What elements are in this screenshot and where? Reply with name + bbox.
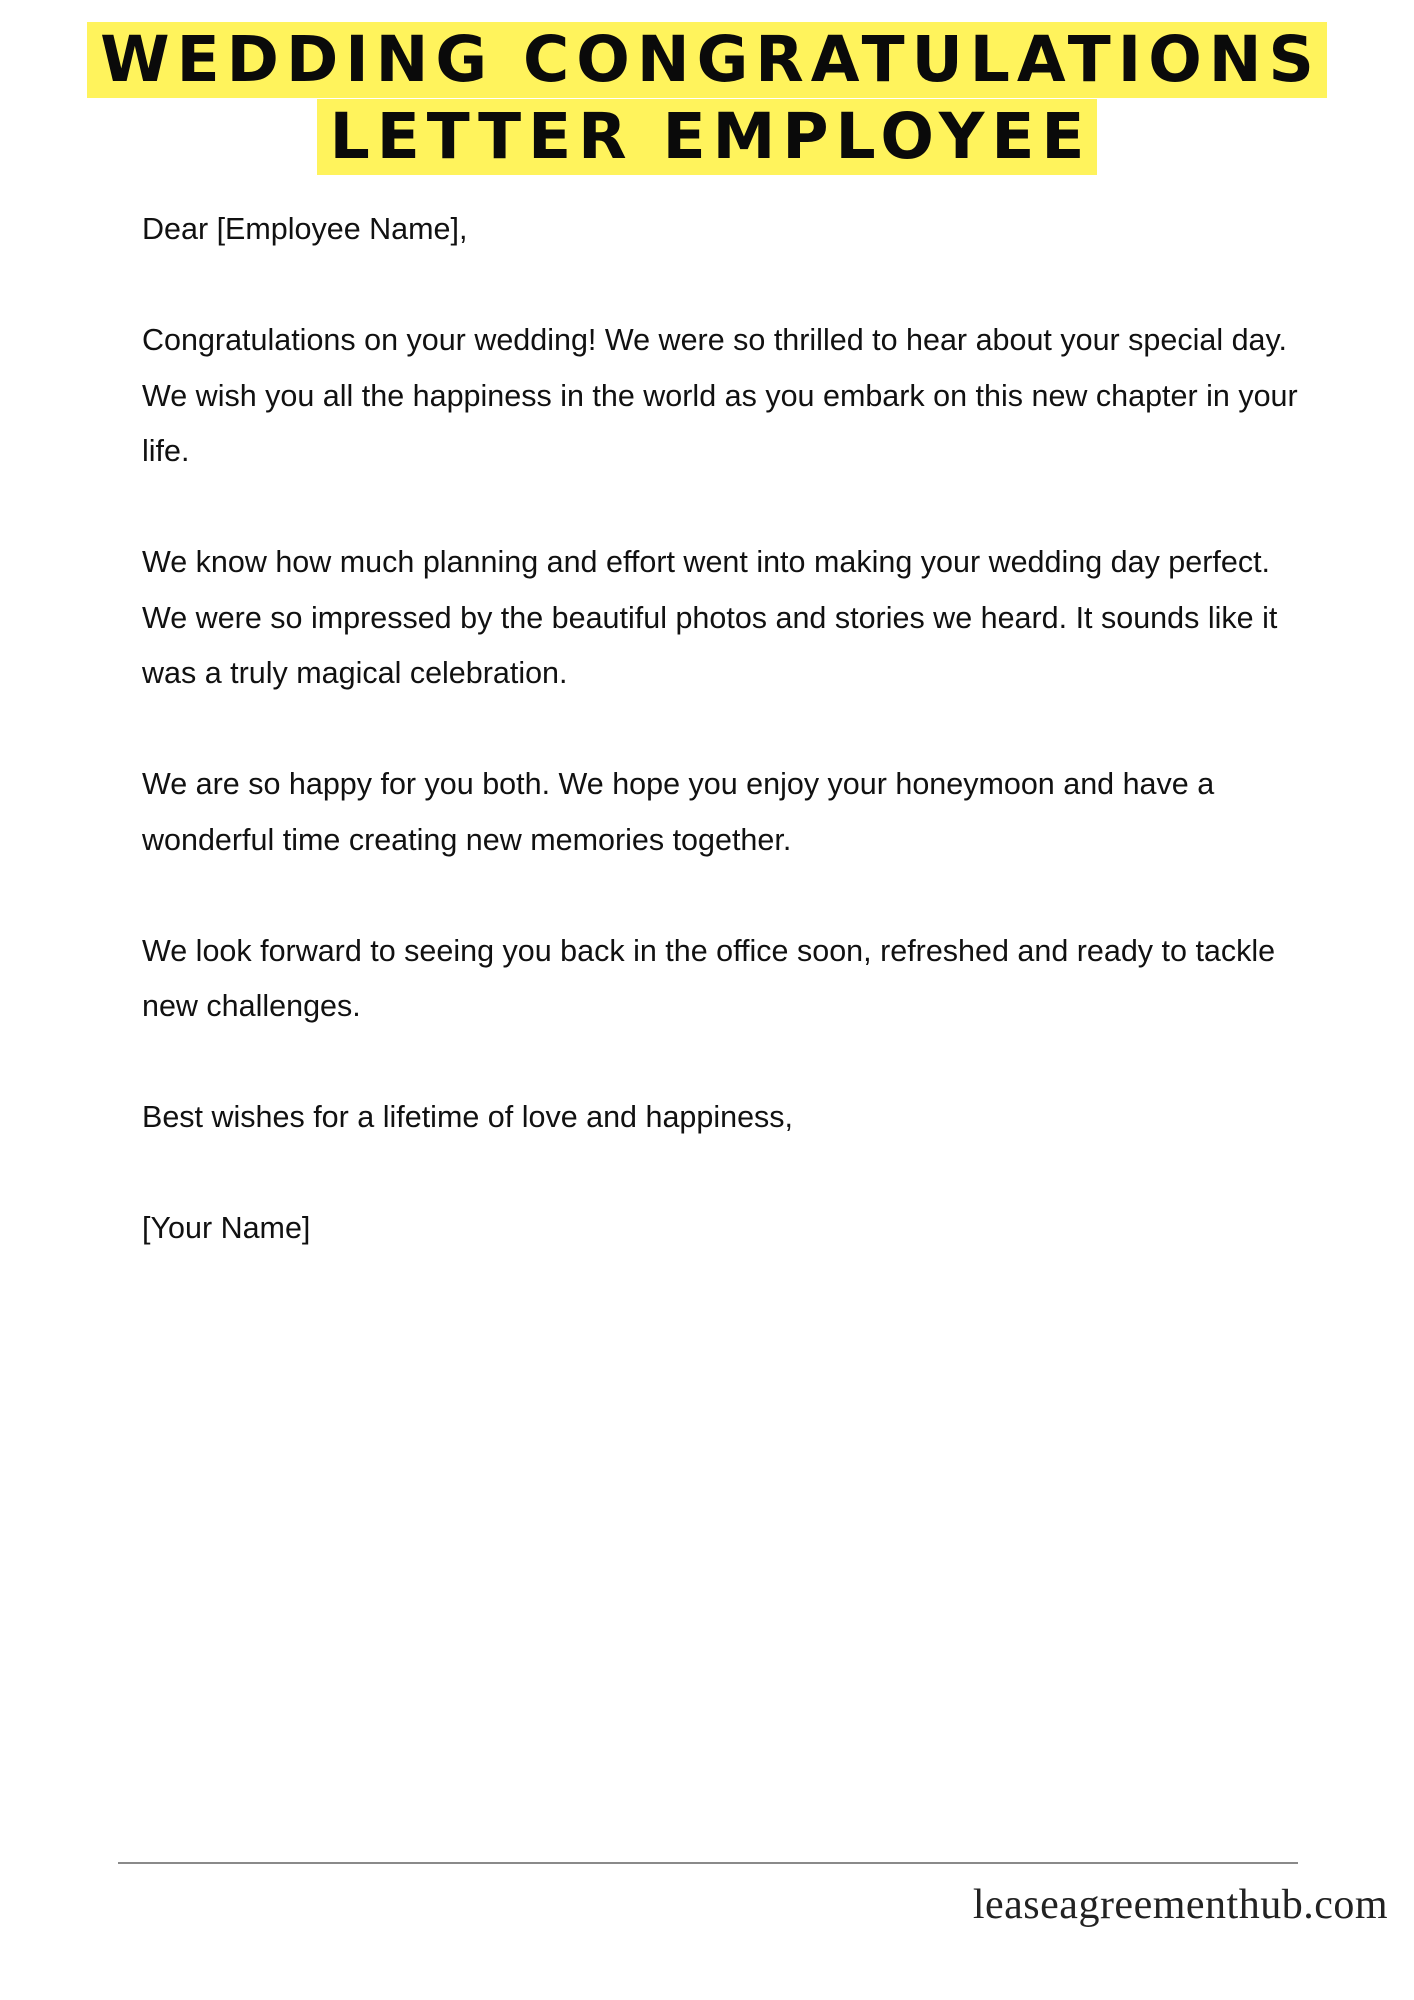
closing: Best wishes for a lifetime of love and happiness,: [142, 1100, 794, 1134]
title-line-2: LETTER EMPLOYEE: [317, 99, 1098, 175]
paragraph-congratulations: Congratulations on your wedding! We were so thrilled to hear about your special day. We wish you all the happiness in the world as you embark on this new chapter in your life.: [142, 323, 1298, 468]
letter-body: [142, 202, 1322, 1312]
title-line-1: WEDDING CONGRATULATIONS: [87, 22, 1327, 98]
document-title: [0, 22, 1414, 176]
signature: [Your Name]: [142, 1211, 311, 1245]
footer-divider: [118, 1862, 1298, 1864]
paragraph-return: We look forward to seeing you back in the office soon, refreshed and ready to tackle new challenges.: [142, 933, 1276, 1023]
paragraph-planning: We know how much planning and effort went into making your wedding day perfect. We were so impressed by the beautiful photos and stories we heard. It sounds like it was a truly magical celebration.: [142, 545, 1278, 690]
salutation: Dear [Employee Name],: [142, 212, 468, 246]
footer-brand-text: leaseagreementhub.com: [972, 1882, 1388, 1928]
paragraph-honeymoon: We are so happy for you both. We hope you enjoy your honeymoon and have a wonderful time creating new memories together.: [142, 767, 1215, 857]
